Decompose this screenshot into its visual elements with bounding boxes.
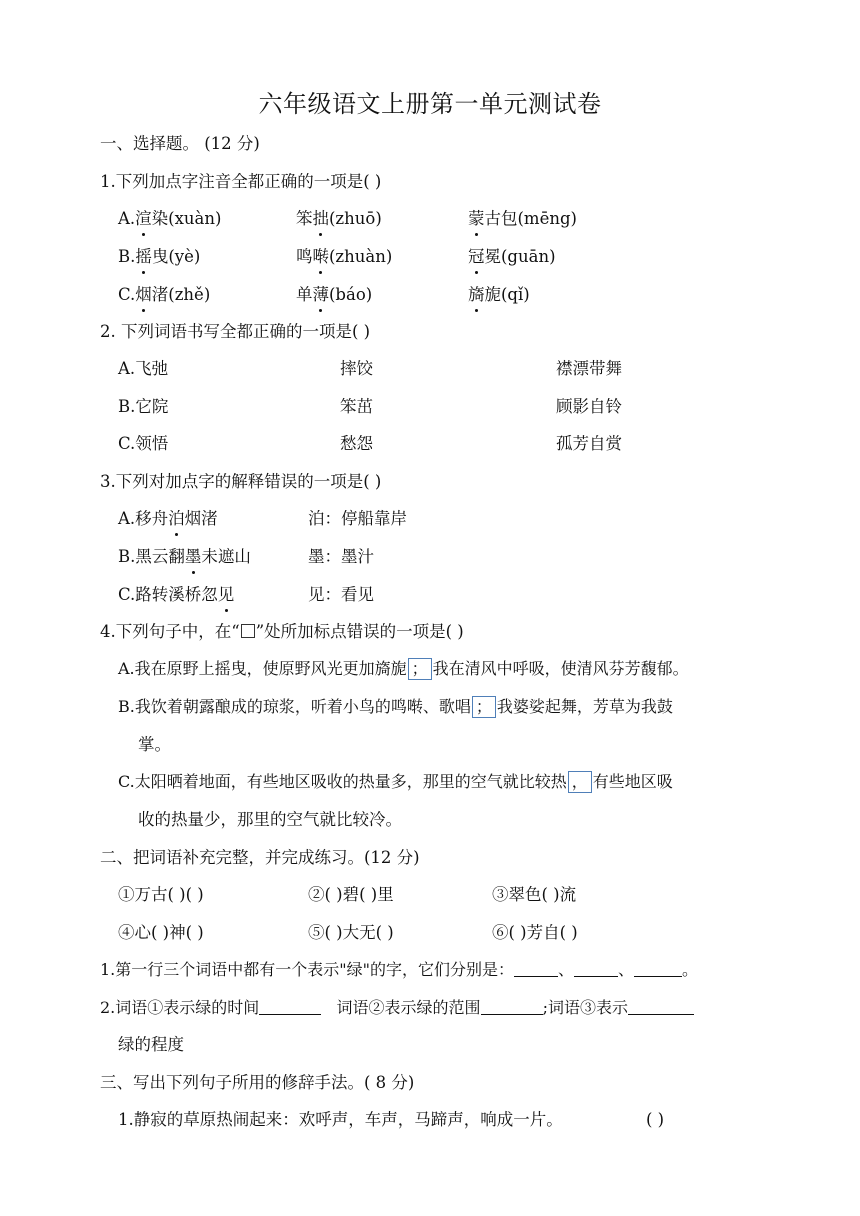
answer-blank[interactable] — [628, 998, 694, 1015]
section-2-heading: 二、把词语补充完整，并完成练习。(12 分) — [100, 848, 420, 867]
idiom-row-1: ①万古( )( ) ②( )碧( )里 ③翠色( )流 — [118, 885, 577, 904]
q2-stem: 2. 下列词语书写全都正确的一项是( ) — [100, 322, 371, 341]
q2-option-a: A.飞弛 摔饺 襟漂带舞 — [118, 359, 622, 378]
q3-option-c: C.路转溪桥忽见 见：看见 — [118, 585, 374, 604]
answer-blank[interactable] — [481, 998, 543, 1015]
answer-blank[interactable] — [259, 998, 321, 1015]
s2-question-1: 1.第一行三个词语中都有一个表示"绿"的字，它们分别是： 、 、 。 — [100, 960, 699, 979]
idiom-row-2: ④心( )神( ) ⑤( )大无( ) ⑥( )芳自( ) — [118, 923, 578, 942]
s2-question-2: 2.词语①表示绿的时间 词语②表示绿的范围 ;词语③表示 — [100, 997, 694, 1019]
q3-stem: 3.下列对加点字的解释错误的一项是( ) — [100, 472, 382, 491]
boxed-punctuation: ； — [472, 696, 496, 718]
q4-option-c-cont: 收的热量少，那里的空气就比较冷。 — [138, 810, 402, 829]
section-1-heading: 一、选择题。 (12 分) — [100, 134, 260, 153]
q3-option-a: A.移舟泊烟渚 泊：停船靠岸 — [118, 509, 407, 528]
boxed-punctuation: ； — [408, 658, 432, 680]
q1-option-a: A.渲染(xuàn) 笨拙(zhuō) 蒙古包(mēng) — [118, 209, 577, 228]
s3-question-1: 1.静寂的草原热闹起来：欢呼声，车声，马蹄声，响成一片。 ( ) — [118, 1110, 665, 1129]
answer-parentheses[interactable]: ( ) — [646, 1110, 665, 1129]
q1-option-c: C.烟渚(zhě) 单薄(báo) 旖旎(qǐ) — [118, 285, 530, 304]
answer-blank[interactable] — [514, 960, 558, 977]
boxed-punctuation: ， — [568, 771, 592, 793]
q2-option-c: C.领悟 愁怨 孤芳自赏 — [118, 434, 622, 453]
q4-option-b: B.我饮着朝露酿成的琼浆，听着小鸟的鸣啭、歌唱 ； 我婆娑起舞，芳草为我鼓 — [118, 697, 673, 716]
answer-blank[interactable] — [574, 960, 618, 977]
q1-option-b: B.摇曳(yè) 鸣啭(zhuàn) 冠冕(guān) — [118, 247, 556, 266]
q1-stem: 1.下列加点字注音全都正确的一项是( ) — [100, 172, 382, 191]
square-box-icon — [241, 624, 255, 638]
q4-option-c: C.太阳晒着地面，有些地区吸收的热量多，那里的空气就比较热 ， 有些地区吸 — [118, 772, 673, 791]
q2-option-b: B.它院 笨茁 顾影自铃 — [118, 397, 622, 416]
q4-option-a: A.我在原野上摇曳，使原野风光更加旖旎 ； 我在清风中呼吸，使清风芬芳馥郁。 — [118, 659, 689, 678]
page-title: 六年级语文上册第一单元测试卷 — [258, 90, 602, 118]
q3-option-b: B.黑云翻墨未遮山 墨：墨汁 — [118, 547, 374, 566]
section-3-heading: 三、写出下列句子所用的修辞手法。( 8 分) — [100, 1073, 415, 1092]
answer-blank[interactable] — [634, 960, 682, 977]
q4-option-b-cont: 掌。 — [138, 735, 171, 754]
q4-stem: 4.下列句子中，在“ ”处所加标点错误的一项是( ) — [100, 622, 464, 641]
s2-question-2-cont: 绿的程度 — [118, 1035, 184, 1054]
